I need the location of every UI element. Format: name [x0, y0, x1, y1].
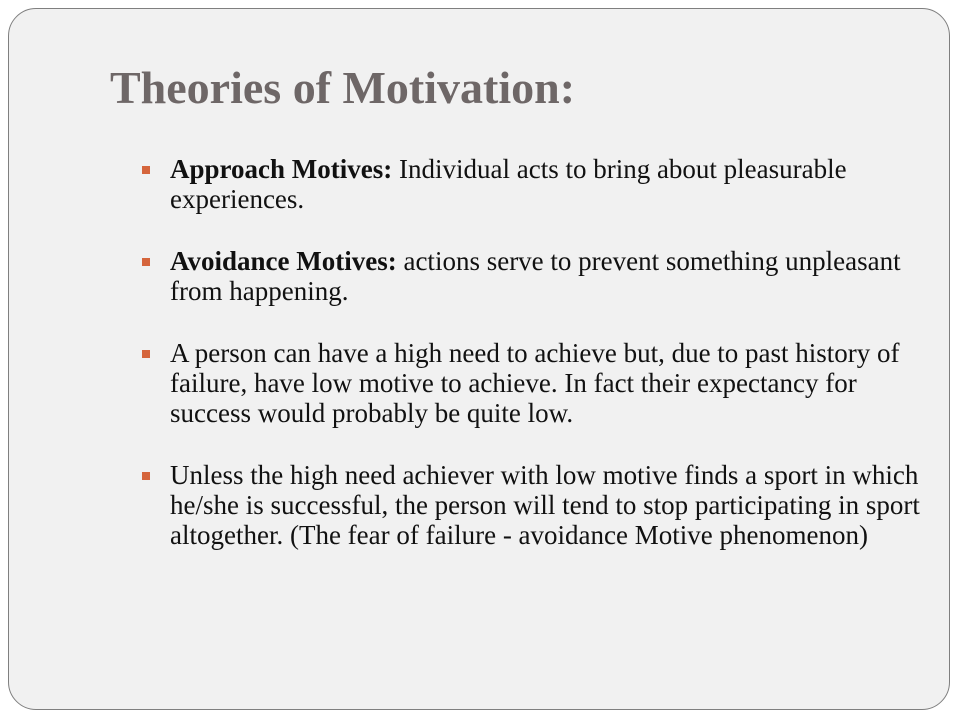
bullet-high-need-low-motive: [140, 338, 920, 428]
square-bullet-icon: [142, 258, 150, 266]
slide-title: Theories of Motivation:: [110, 62, 576, 113]
square-bullet-icon: [142, 472, 150, 480]
bullet-avoidance-motives: [140, 246, 920, 306]
bullet-text: A person can have a high need to achieve but, due to past history of failure, have low motive to achieve. In fact their expectancy for success would probably be quite low.: [170, 338, 900, 428]
square-bullet-icon: [142, 350, 150, 358]
bullet-text: Unless the high need achiever with low motive finds a sport in which he/she is successful, the person will tend to stop participating in sport altogether. (The fear of failure - avoidance Motive phenomenon): [170, 460, 920, 550]
bullet-text: actions serve to prevent something unpleasant from happening.: [170, 246, 901, 306]
bullet-term: Avoidance Motives:: [170, 246, 397, 276]
bullet-text: Individual acts to bring about pleasurable experiences.: [170, 154, 847, 214]
bullet-term: Approach Motives:: [170, 154, 393, 184]
bullet-list: [140, 154, 920, 582]
square-bullet-icon: [142, 166, 150, 174]
bullet-fear-of-failure: [140, 460, 920, 550]
bullet-approach-motives: [140, 154, 920, 214]
